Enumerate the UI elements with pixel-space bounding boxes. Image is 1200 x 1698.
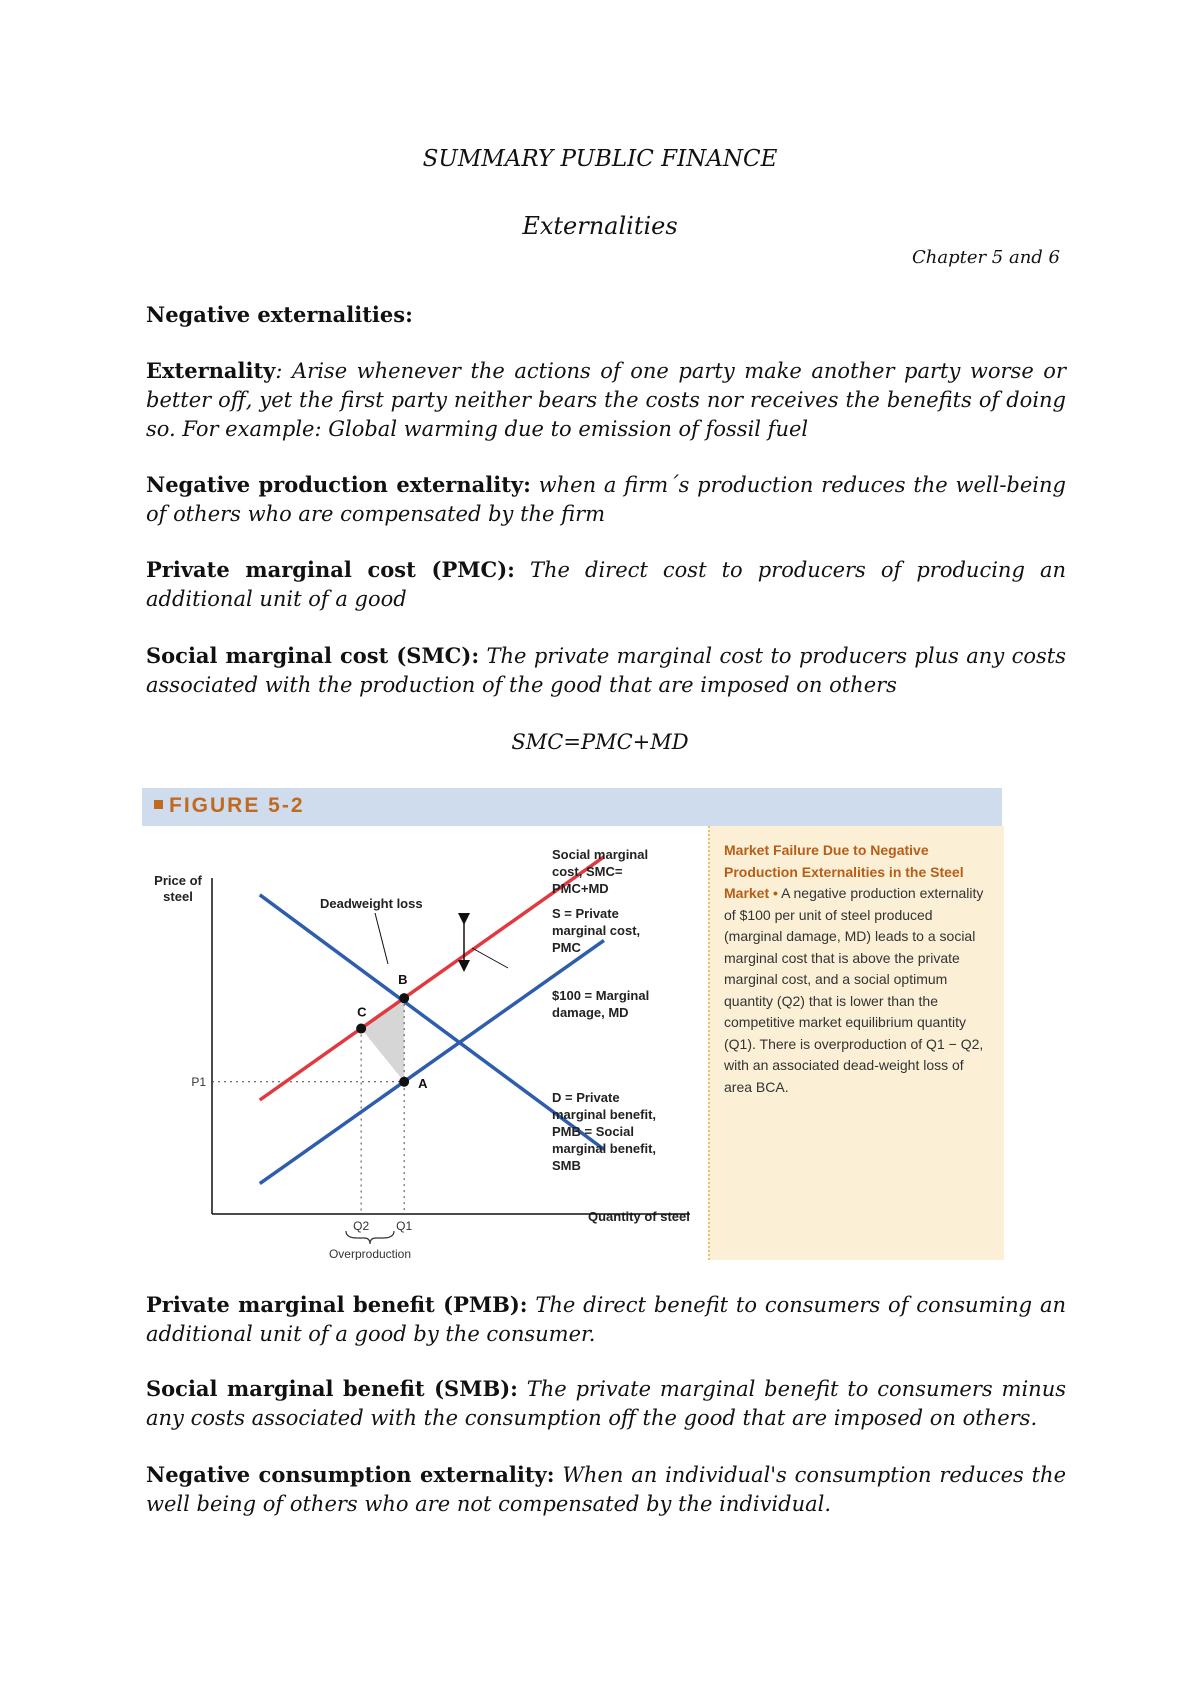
definition-term: Negative consumption externality:	[146, 1462, 555, 1487]
figure-caption	[724, 840, 988, 1098]
point-c	[356, 1024, 366, 1034]
smc-formula: SMC=PMC+MD	[511, 730, 689, 754]
definition-text: Arise whenever the actions of one party make another party worse or better off, yet the first party neither bears the costs nor receives the benefits of doing so. For example: Global warming due to emission of fossil fuel	[146, 359, 1066, 441]
smc-label: cost, SMC=	[552, 864, 623, 879]
definition-term: Private marginal benefit (PMB):	[146, 1292, 528, 1317]
pmc-label: PMC	[552, 940, 581, 955]
demand-label: SMB	[552, 1158, 581, 1173]
definition-term: Social marginal benefit (SMB):	[146, 1376, 518, 1401]
chart-area	[142, 826, 704, 1260]
definition-negative-consumption-externality	[146, 1460, 1066, 1519]
definition-separator	[531, 473, 539, 497]
definition-social-marginal-benefit	[146, 1374, 1066, 1433]
definition-separator	[518, 1377, 527, 1401]
point-a	[399, 1077, 409, 1087]
definition-private-marginal-benefit	[146, 1290, 1066, 1349]
demand-label: PMB = Social	[552, 1124, 634, 1139]
point-b-label: B	[398, 972, 408, 988]
definition-social-marginal-cost	[146, 641, 1066, 700]
definition-text: when a firm´s production reduces the well-being of others who are compensated by the firm	[146, 473, 1066, 526]
deadweight-leader	[375, 913, 388, 964]
x-tick-q1: Q1	[396, 1219, 413, 1233]
point-a-label: A	[418, 1075, 428, 1091]
definition-externality	[146, 356, 1066, 444]
definition-text: The private marginal benefit to consumers minus any costs associated with the consumption off the good that are imposed on others.	[146, 1377, 1066, 1430]
smc-label: Social marginal	[552, 847, 649, 862]
figure-label-text: FIGURE 5-2	[169, 794, 305, 817]
demand-label: marginal benefit,	[552, 1107, 657, 1122]
overproduction-label: Overproduction	[328, 1247, 412, 1260]
md-label: $100 = Marginal	[552, 988, 650, 1003]
demand-label: D = Private	[552, 1090, 620, 1105]
md-label: damage, MD	[552, 1005, 629, 1020]
demand-label: marginal benefit,	[552, 1141, 657, 1156]
pmc-label: S = Private	[552, 906, 619, 921]
chapter-reference: Chapter 5 and 6	[911, 247, 1060, 268]
x-axis-label: Quantity of steel	[588, 1209, 690, 1224]
definition-text: The direct benefit to consumers of consuming an additional unit of a good by the consumer.	[146, 1293, 1066, 1346]
definition-private-marginal-cost	[146, 555, 1066, 614]
figure-5-2	[142, 788, 1002, 1260]
definition-term: Private marginal cost (PMC):	[146, 557, 515, 582]
point-c-label: C	[357, 1004, 367, 1020]
point-b	[399, 993, 409, 1003]
figure-label	[154, 794, 305, 818]
definition-text: The direct cost to producers of producing an additional unit of a good	[146, 558, 1067, 611]
definition-term: Negative production externality:	[146, 472, 531, 497]
deadweight-loss-area	[361, 998, 404, 1082]
definition-negative-production-externality	[146, 470, 1066, 529]
definition-separator	[515, 558, 530, 582]
caption-body: A negative production externality of $100 per unit of steel produced (marginal damage, MD) leads to a social marginal cost that is above the private marginal cost, and a social optimum quantity (Q2) that is lower than the competitive market equilibrium quantity (Q1). There is overproduction of Q1 − Q2, with an associated dead-weight loss of area BCA.	[724, 885, 984, 1095]
definition-text: When an individual's consumption reduces the well being of others who are not compensated by the individual.	[146, 1463, 1066, 1516]
pmc-label: marginal cost,	[552, 923, 641, 938]
deadweight-loss-label: Deadweight loss	[320, 896, 423, 911]
figure-caption-box	[708, 826, 1004, 1260]
y-tick-p1: P1	[191, 1074, 206, 1089]
x-tick-q2: Q2	[353, 1219, 370, 1233]
square-bullet-icon	[154, 800, 163, 809]
marginal-damage-leader	[472, 948, 508, 968]
definition-separator: :	[275, 359, 293, 383]
caption-title: Market Failure Due to Negative Production Externalities in the Steel Market	[724, 842, 964, 901]
definition-text: The private marginal cost to producers plus any costs associated with the production of the good that are imposed on others	[146, 644, 1066, 697]
definition-term: Externality	[146, 358, 276, 383]
smc-label: PMC+MD	[552, 881, 609, 896]
caption-bullet: •	[773, 885, 778, 901]
figure-header	[142, 788, 1002, 826]
section-heading: Negative externalities:	[146, 302, 413, 327]
document-subtitle: Externalities	[522, 212, 678, 240]
y-axis-label: Price of	[154, 873, 202, 888]
y-axis-label: steel	[163, 889, 193, 904]
definition-term: Social marginal cost (SMC):	[146, 643, 480, 668]
document-title: SUMMARY PUBLIC FINANCE	[422, 146, 778, 172]
externality-chart	[142, 826, 704, 1260]
